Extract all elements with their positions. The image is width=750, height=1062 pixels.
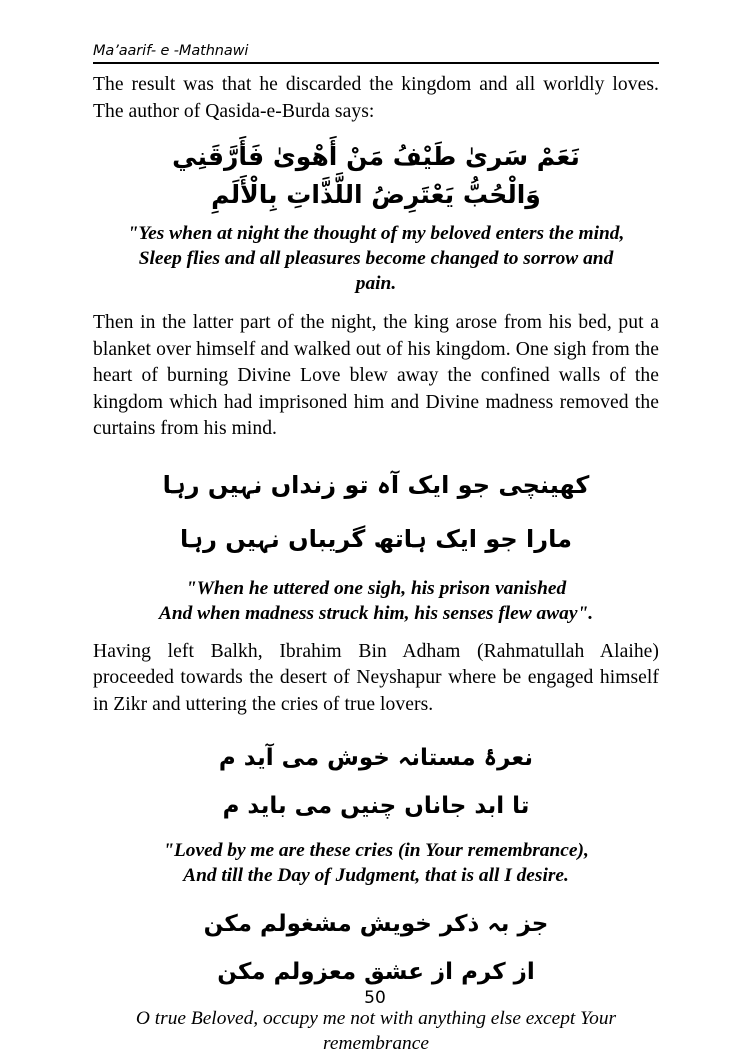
body-paragraph-2: Then in the latter part of the night, the king arose from his bed, put a blanket over himself and walked out of his kingdom. One sigh from the heart of burning Divine Love blew away the confined walls of the kingdom which had imprisoned him and Divine madness removed the curtains from his mind.	[93, 312, 659, 440]
urdu-verse-couplet	[93, 458, 659, 566]
persian-translation-2-line-1: O true Beloved, occupy me not with anything else except Your	[135, 1008, 617, 1030]
persian-verse-1-line-1: نعرۂ مستانہ خوش می آید م	[218, 745, 534, 772]
persian-verse-couplet-2	[93, 900, 659, 996]
arabic-translation-line-2: Sleep flies and all pleasures become changed to sorrow and	[138, 248, 614, 270]
page-number: 50	[364, 988, 386, 1008]
arabic-translation-line-3: pain.	[355, 273, 397, 295]
urdu-translation-line-1: "When he uttered one sigh, his prison vanished	[185, 577, 567, 599]
persian-verse-2-line-1: جز بہ ذکر خویش مشغولم مکن	[203, 911, 549, 938]
arabic-verse-line-1: نَعَمْ سَرىٰ طَيْفُ مَنْ أَهْوىٰ فَأَرَّقَنِي	[172, 142, 580, 172]
persian-translation-1	[93, 838, 659, 888]
persian-verse-1-line-2: تا ابد جاناں چنیں می باید م	[222, 793, 530, 820]
page-content	[93, 44, 659, 1056]
urdu-verse-line-2: مارا جو ایک ہاتھ گریباں نہیں رہا	[180, 524, 572, 553]
body-paragraph-1: The result was that he discarded the kingdom and all worldly loves. The author of Qasida-e-Burda says:	[93, 74, 659, 122]
header-rule	[93, 62, 659, 64]
urdu-translation-line-2: And when madness struck him, his senses flew away".	[158, 602, 594, 624]
persian-translation-1-line-2: And till the Day of Judgment, that is all I desire.	[183, 865, 569, 887]
urdu-translation	[93, 576, 659, 626]
urdu-verse-line-1: کھینچی جو ایک آہ تو زنداں نہیں رہا	[162, 470, 590, 499]
persian-translation-1-line-1: "Loved by me are these cries (in Your remembrance),	[163, 840, 589, 862]
persian-translation-2-line-2: remembrance	[323, 1033, 429, 1055]
arabic-translation-line-1: "Yes when at night the thought of my beloved enters the mind,	[127, 223, 625, 245]
persian-verse-couplet-1	[93, 734, 659, 830]
body-paragraph-3: Having left Balkh, Ibrahim Bin Adham (Rahmatullah Alaihe) proceeded towards the desert of Neyshapur where be engaged himself in Zikr and uttering the cries of true lovers.	[93, 640, 659, 715]
arabic-verse-line-2: وَالْحُبُّ يَعْتَرِضُ اللَّذَّاتِ بِالْأَلَمِ	[211, 180, 541, 210]
arabic-verse-qasida	[93, 138, 659, 214]
arabic-translation	[93, 221, 659, 296]
persian-verse-2-line-2: از کرم از عشق معزولم مکن	[217, 959, 535, 986]
running-header: Ma’aarif- e -Mathnawi	[93, 43, 249, 59]
persian-translation-2	[93, 1006, 659, 1056]
